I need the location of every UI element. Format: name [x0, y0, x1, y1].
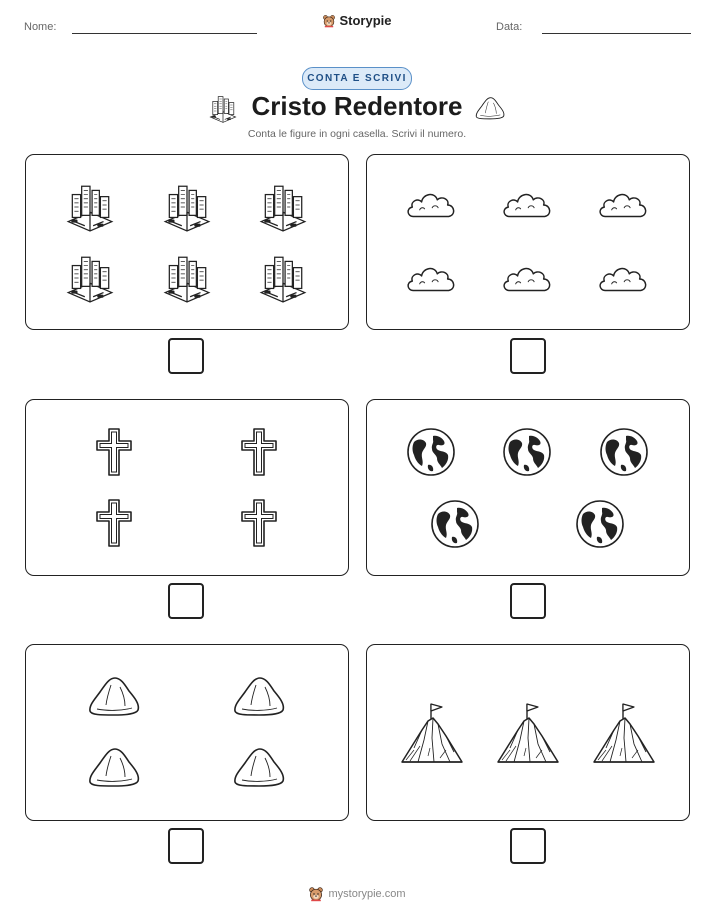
rock-icon [232, 675, 286, 717]
date-label: Data: [496, 21, 523, 33]
counting-panel-globe [366, 399, 690, 576]
city-icon [64, 251, 116, 303]
rock-icon [232, 746, 286, 788]
answer-box-cross[interactable] [168, 583, 204, 619]
city-icon [64, 180, 116, 232]
answer-box-cloud[interactable] [510, 338, 546, 374]
counting-panel-city [25, 154, 349, 330]
counting-panel-mountain [366, 644, 690, 821]
rock-icon [87, 675, 141, 717]
name-label: Nome: [24, 21, 57, 33]
mountain-flag-icon [496, 700, 560, 764]
counting-panel-cross [25, 399, 349, 576]
cloud-icon [597, 261, 649, 295]
brand-logo [0, 13, 714, 31]
cloud-icon [597, 187, 649, 221]
cloud-icon [405, 261, 457, 295]
city-icon [257, 251, 309, 303]
globe-icon [502, 427, 552, 477]
globe-icon [575, 499, 625, 549]
answer-box-mountain[interactable] [510, 828, 546, 864]
cross-icon [239, 427, 279, 477]
answer-box-globe[interactable] [510, 583, 546, 619]
answer-box-rock[interactable] [168, 828, 204, 864]
cloud-icon [501, 261, 553, 295]
globe-icon [599, 427, 649, 477]
name-line[interactable] [72, 33, 257, 34]
instructions: Conta le figure in ogni casella. Scrivi il numero. [247, 128, 467, 140]
city-icon [161, 180, 213, 232]
cross-icon [94, 427, 134, 477]
footer-url: mystorypie.com [328, 888, 406, 900]
brand-name: Storypie [339, 13, 392, 28]
page-title: Cristo Redentore [251, 91, 463, 121]
title-rock-icon [474, 96, 506, 120]
city-icon [257, 180, 309, 232]
mountain-flag-icon [400, 700, 464, 764]
rock-icon [87, 746, 141, 788]
globe-icon [406, 427, 456, 477]
mountain-flag-icon [592, 700, 656, 764]
answer-box-city[interactable] [168, 338, 204, 374]
footer [0, 886, 714, 905]
cloud-icon [405, 187, 457, 221]
counting-panel-cloud [366, 154, 690, 330]
cloud-icon [501, 187, 553, 221]
city-icon [161, 251, 213, 303]
cross-icon [239, 498, 279, 548]
bear-icon [308, 886, 324, 902]
cross-icon [94, 498, 134, 548]
counting-panel-rock [25, 644, 349, 821]
date-line[interactable] [542, 33, 691, 34]
globe-icon [430, 499, 480, 549]
bear-icon [322, 14, 336, 28]
activity-badge: CONTA E SCRIVI [302, 67, 412, 90]
